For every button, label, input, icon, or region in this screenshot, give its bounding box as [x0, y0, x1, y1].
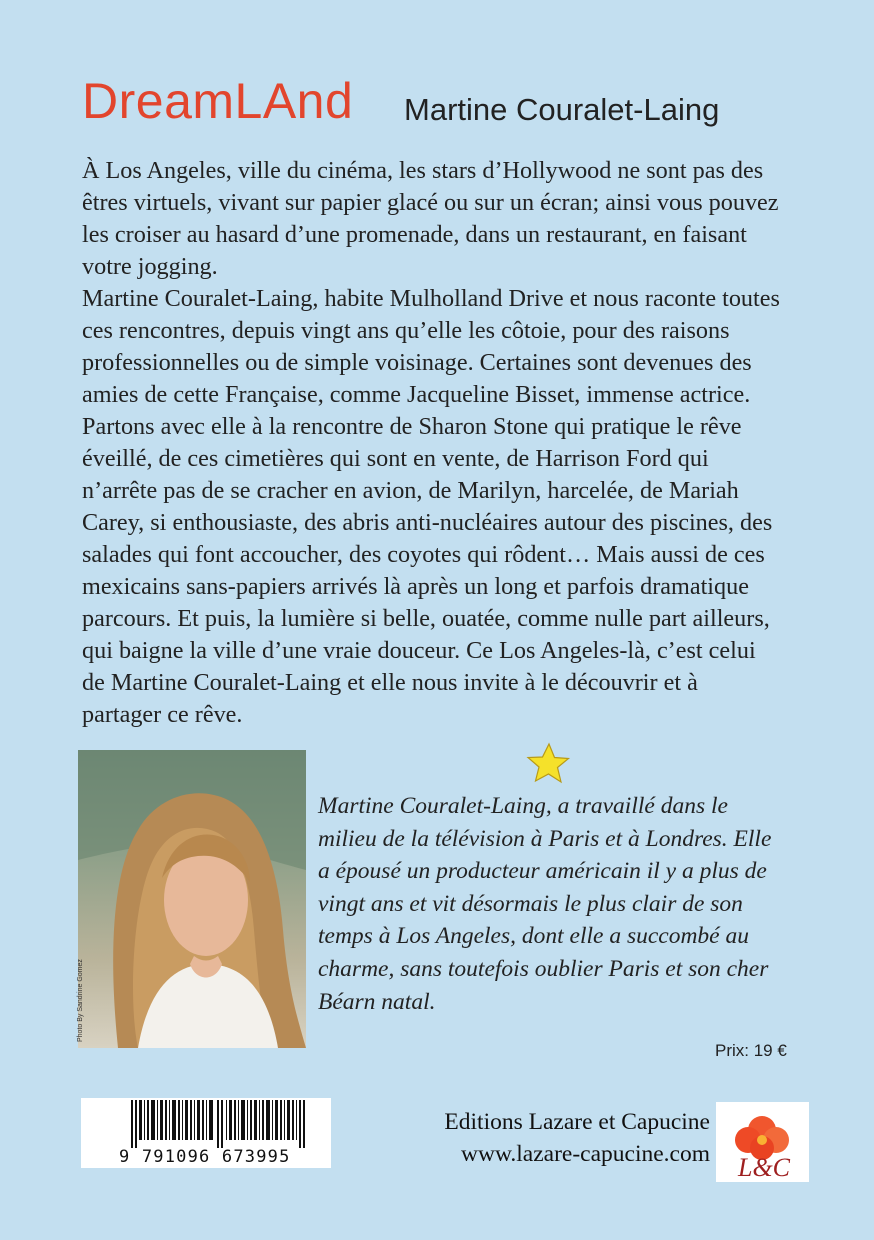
- barcode: [81, 1098, 331, 1168]
- barcode-bars: [131, 1100, 313, 1148]
- publisher-info: [380, 1106, 710, 1170]
- portrait-illustration: [78, 750, 306, 1048]
- price: Prix: 19 €: [715, 1041, 787, 1060]
- publisher-logo: [716, 1102, 809, 1182]
- flower-logo-icon: [716, 1102, 809, 1182]
- publisher-url: www.lazare-capucine.com: [461, 1141, 710, 1167]
- author-bio: Martine Couralet-Laing, a travaillé dans le milieu de la télévision à Paris et à Londres. Elle a épousé un producteur américain il y a plus de vingt ans et vit désormais le plus clair de son temps à Los Angeles, dont elle a succombé au charme, sans toutefois oublier Paris et son cher Béarn natal.: [318, 793, 772, 1015]
- logo-lettering: L&C: [738, 1153, 791, 1182]
- book-title: DreamLAnd: [82, 73, 354, 129]
- photo-credit: Photo By Sandrine Gomez: [77, 959, 84, 1042]
- barcode-number: 9 791096 673995: [119, 1147, 291, 1167]
- star-icon: [526, 742, 570, 784]
- author-photo: [78, 750, 306, 1048]
- blurb: [82, 155, 782, 731]
- blurb-paragraph-1: À Los Angeles, ville du cinéma, les stars d’Hollywood ne sont pas des êtres virtuels, vivant sur papier glacé ou sur un écran; ainsi vous pouvez les croiser au hasard d’une promenade, dans un restaurant, en faisant votre jogging.: [82, 157, 779, 280]
- publisher-name: Editions Lazare et Capucine: [444, 1109, 710, 1135]
- blurb-paragraph-2: Martine Couralet-Laing, habite Mulholland Drive et nous raconte toutes ces rencontres, depuis vingt ans qu’elle les côtoie, pour des raisons professionnelles ou de simple voisinage. Certaines sont devenues des amies de cette Française, comme Jacqueline Bisset, immense actrice. Partons avec elle à la rencontre de Sharon Stone qui pratique le rêve éveillé, de ces cimetières qui sont en vente, de Harrison Ford qui n’arrête pas de se cracher en avion, de Marilyn, harcelée, de Mariah Carey, si enthousiaste, des abris anti-nucléaires autour des piscines, des salades qui font accoucher, des coyotes qui rôdent… Mais aussi de ces mexicains sans-papiers arrivés là après un long et parfois dramatique parcours. Et puis, la lumière si belle, ouatée, comme nulle part ailleurs, qui baigne la ville d’une vraie douceur. Ce Los Angeles-là, c’est celui de Martine Couralet-Laing et elle nous invite à le découvrir et à partager ce rêve.: [82, 285, 780, 728]
- author-name: Martine Couralet-Laing: [404, 92, 720, 127]
